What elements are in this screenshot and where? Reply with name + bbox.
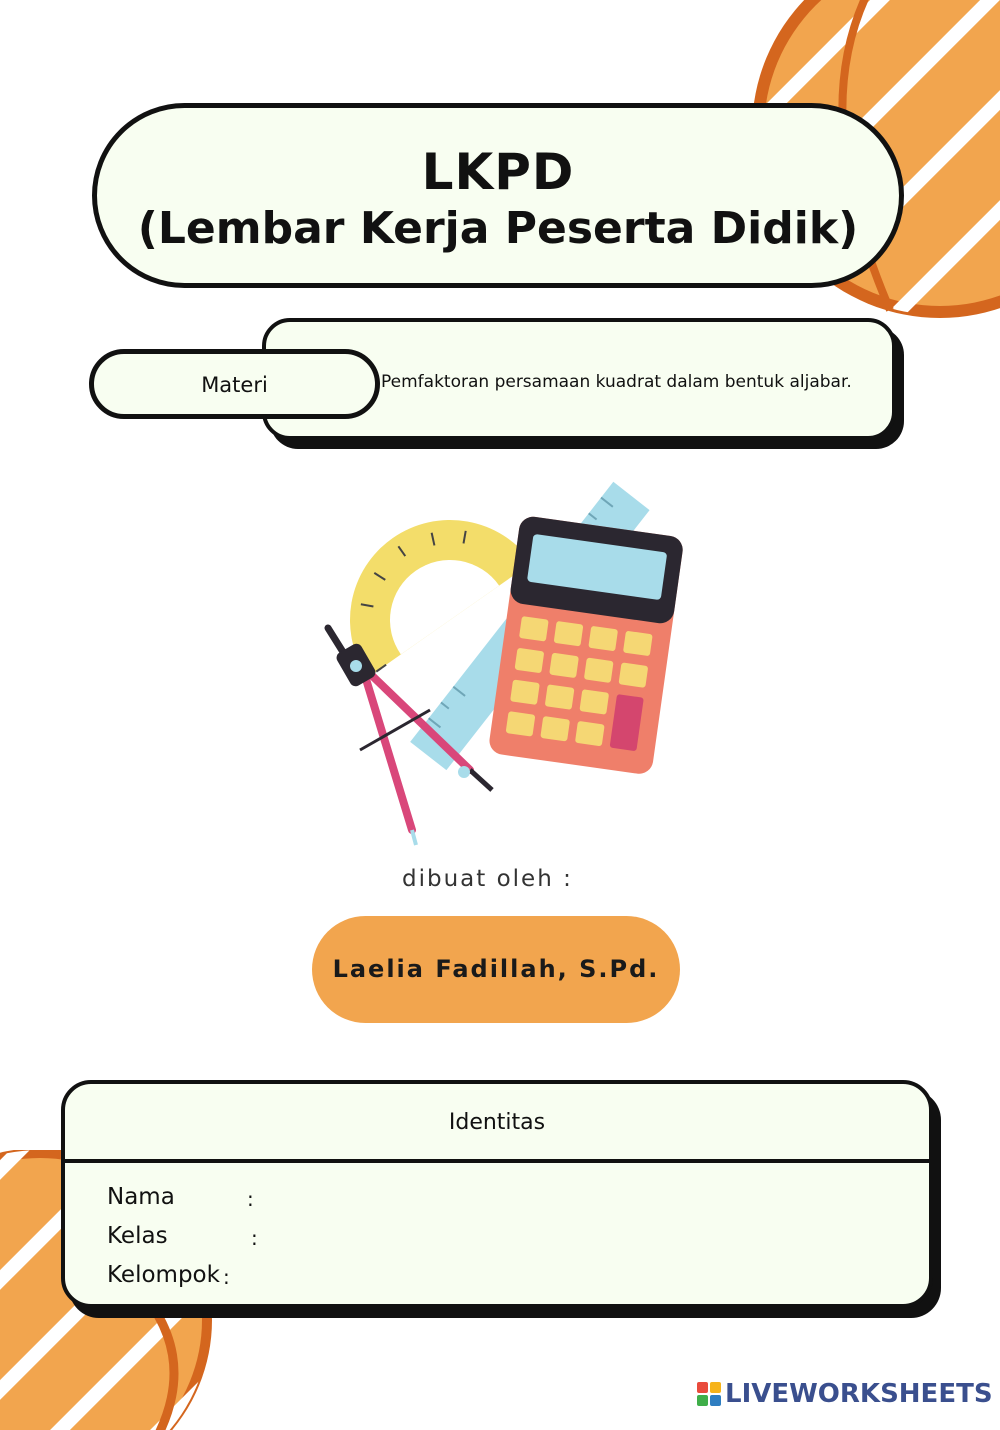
calculator-icon xyxy=(488,515,685,776)
materi-text: Pemfaktoran persamaan kuadrat dalam bentuk aljabar. xyxy=(381,372,852,392)
field-colon-kelompok: : xyxy=(223,1265,230,1289)
field-label-kelompok: Kelompok xyxy=(107,1262,220,1288)
materi-label: Materi xyxy=(89,349,380,419)
identity-box xyxy=(61,1080,933,1308)
watermark-text: LIVEWORKSHEETS xyxy=(725,1379,993,1409)
field-label-kelas: Kelas xyxy=(107,1223,168,1249)
page-title: LKPD xyxy=(421,143,575,201)
liveworksheets-logo-icon xyxy=(697,1382,721,1406)
liveworksheets-watermark[interactable] xyxy=(697,1377,993,1411)
author-name: Laelia Fadillah, S.Pd. xyxy=(312,916,680,1023)
identity-header: Identitas xyxy=(65,1084,929,1163)
field-label-nama: Nama xyxy=(107,1184,175,1210)
title-banner xyxy=(92,103,904,288)
field-colon-nama: : xyxy=(247,1187,254,1211)
page-subtitle: (Lembar Kerja Peserta Didik) xyxy=(137,203,859,254)
field-colon-kelas: : xyxy=(251,1226,258,1250)
made-by-label: dibuat oleh : xyxy=(402,866,573,892)
math-tools-illustration xyxy=(320,470,690,850)
